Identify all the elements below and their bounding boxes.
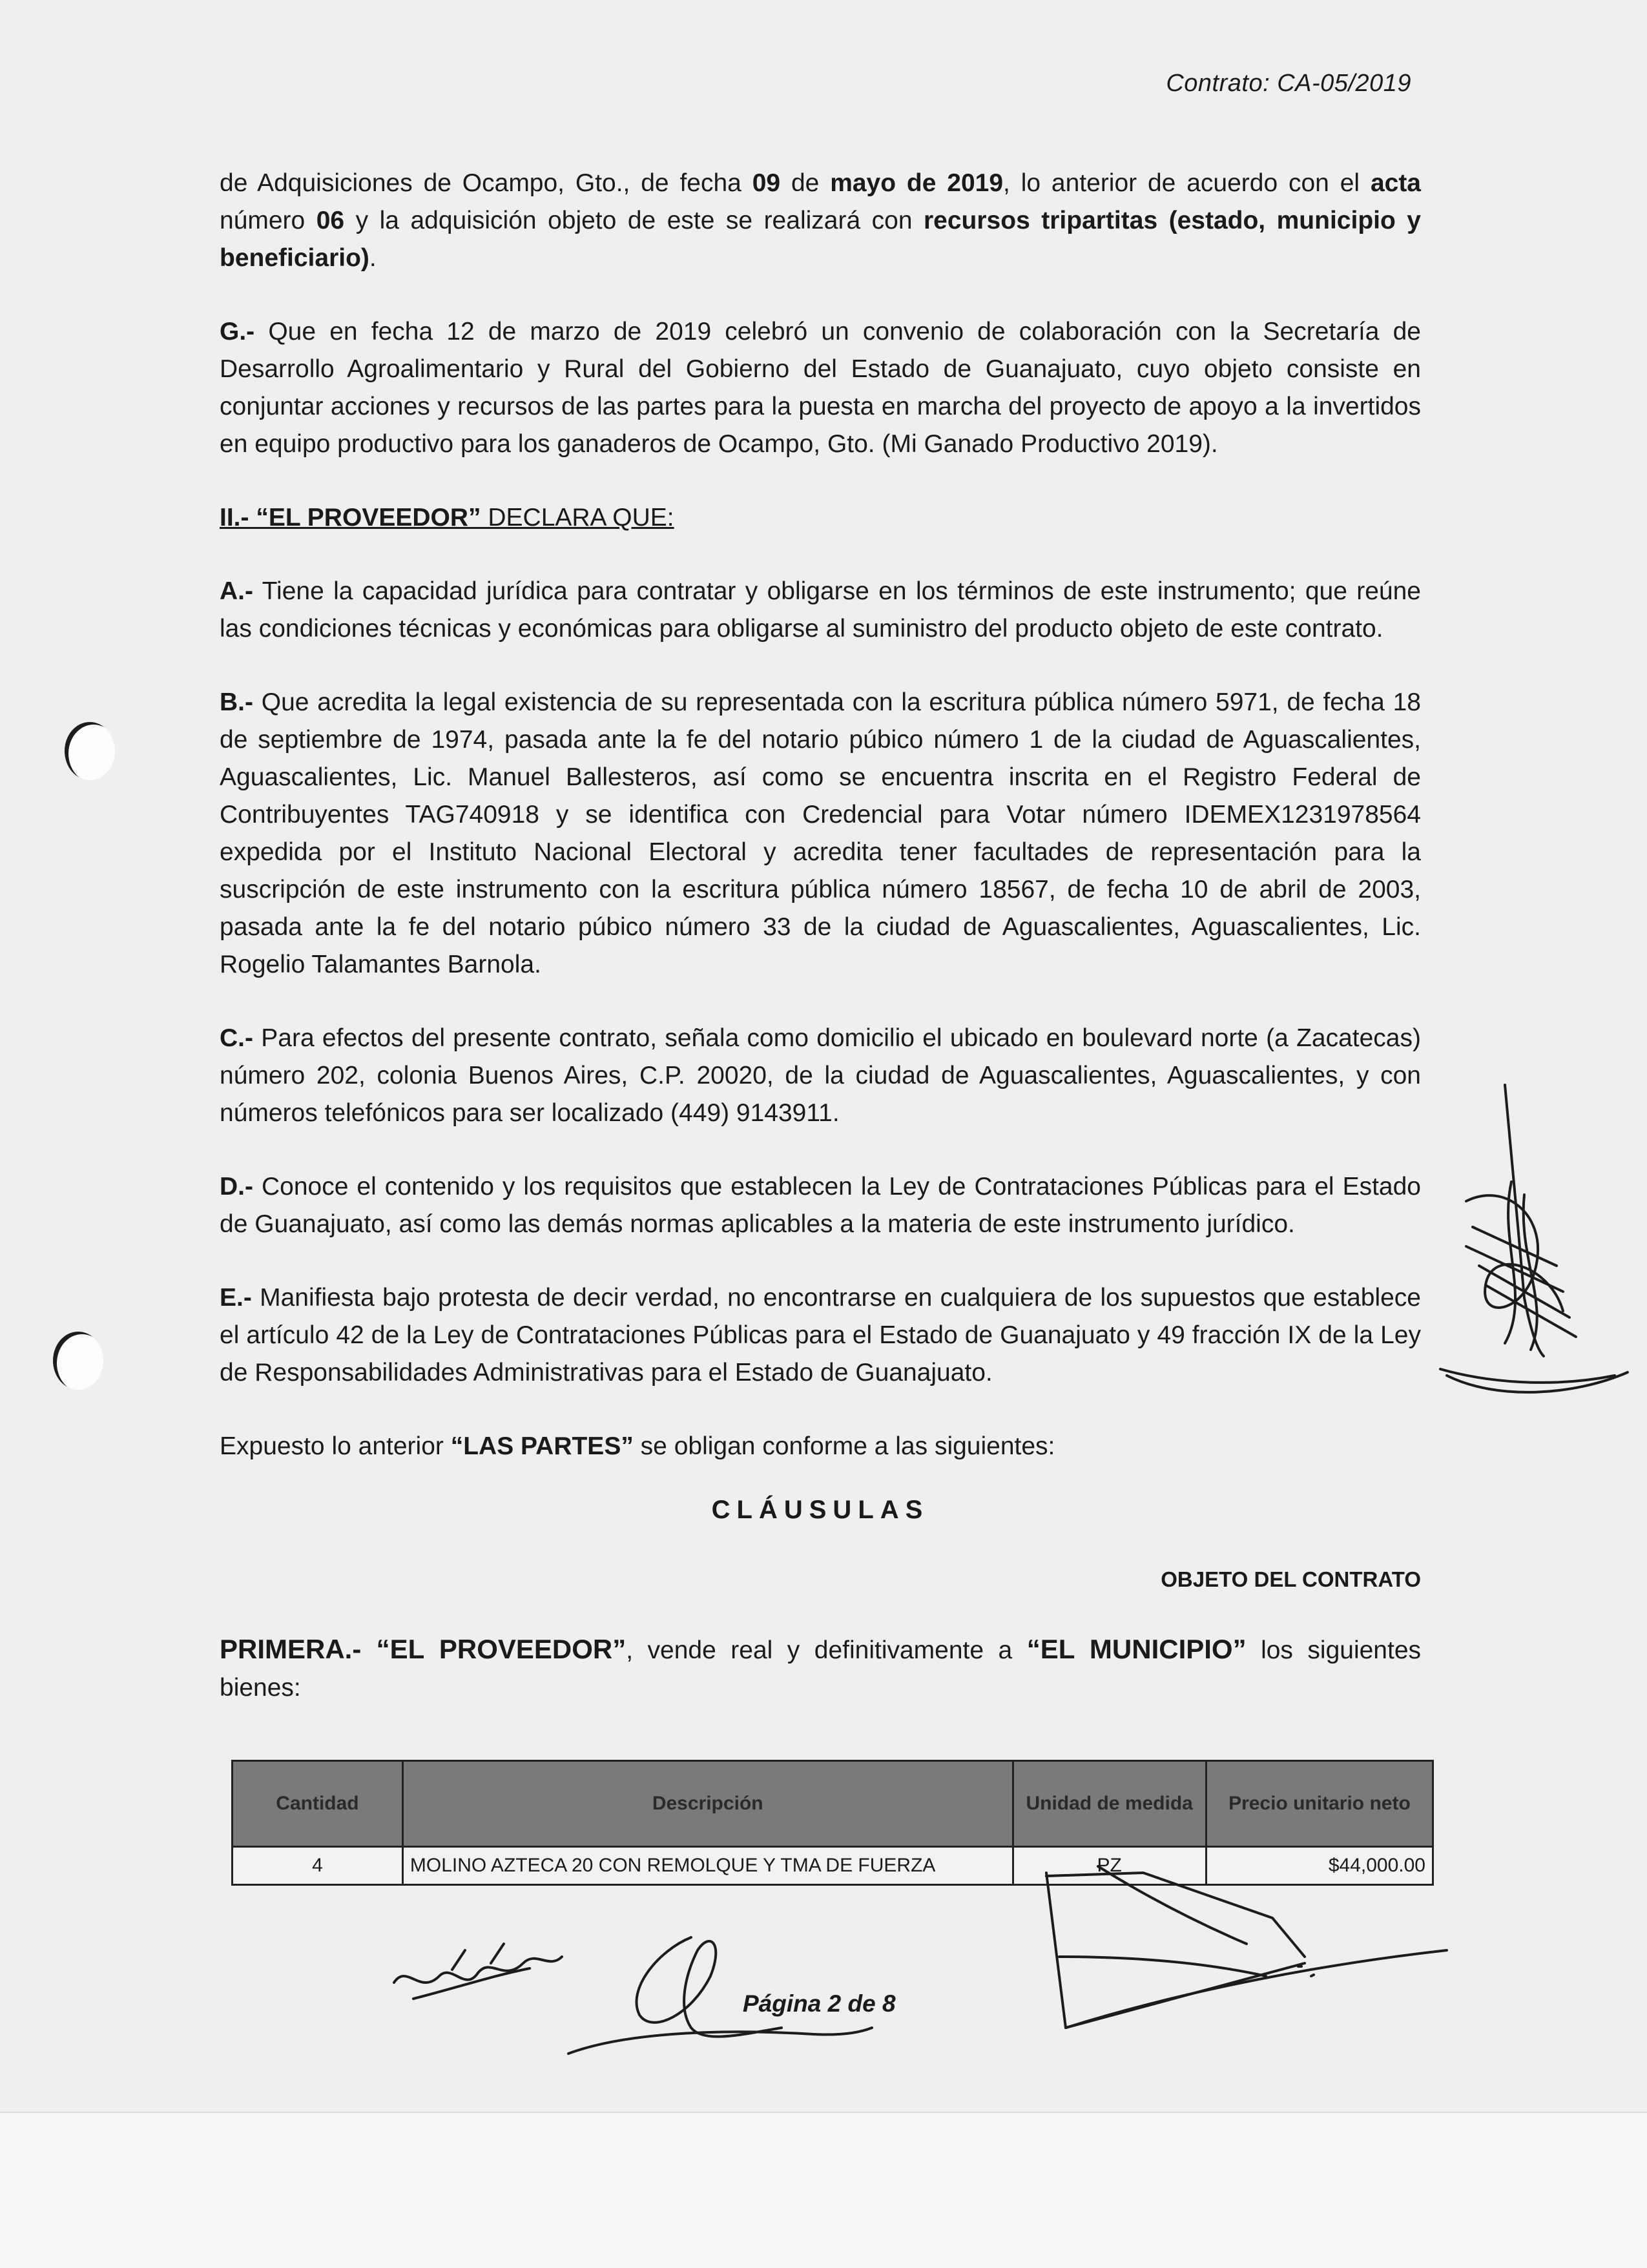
cell-descripcion: MOLINO AZTECA 20 CON REMOLQUE Y TMA DE FUERZA [402,1847,1013,1885]
header-descripcion: Descripción [402,1761,1013,1847]
clausulas-title: CLÁUSULAS [711,1496,929,1524]
page-number: Página 2 de 8 [743,1990,896,2017]
clause-g: G.- Que en fecha 12 de marzo de 2019 celebró un convenio de colaboración con la Secretaría de Desarrollo Agroalimentario y Rural del Gobierno del Estado de Guanajuato, cuyo objeto consiste en conjuntar acciones y recursos de las partes para la puesta en marcha del proyecto de apoyo a la invertidos en equipo productivo para los ganaderos de Ocampo, Gto. (Mi Ganado Productivo 2019). [220,318,1421,458]
contract-reference: Contrato: CA-05/2019 [1166,70,1411,97]
section-heading-proveedor: II.- “EL PROVEEDOR” DECLARA QUE: [220,504,674,531]
clause-c: C.- Para efectos del presente contrato, señala como domicilio el ubicado en boulevard norte (a Zacatecas) número 202, colonia Buenos Aires, C.P. 20020, de la ciudad de Aguascalientes, Aguascalientes, y con números telefónicos para ser localizado (449) 9143911. [220,1024,1421,1127]
loop-signature [568,1937,872,2054]
clause-a: A.- Tiene la capacidad jurídica para contratar y obligarse en los términos de este instrumento; que reúne las condiciones técnicas y económicas para obligarse al suministro del producto objeto de este contrato. [220,577,1421,643]
header-unidad: Unidad de medida [1013,1761,1206,1847]
clause-b: B.- Que acredita la legal existencia de su representada con la escritura pública número 5971, de fecha 18 de septiembre de 1974, pasada ante la fe del notario púbico número 1 de la ciudad de Aguascalientes, Aguascalientes, Lic. Manuel Ballesteros, así como se encuentra inscrita en el Registro Federal de Contribuyentes TAG740918 y se identifica con Credencial para Votar número IDEMEX1231978564 expedida por el Instituto Nacional Electoral y acredita tener facultades de representación para la suscripción de este instrumento con la escritura pública número 18567, de fecha 10 de abril de 2003, pasada ante la fe del notario púbico número 33 de la ciudad de Aguascalientes, Aguascalientes, Lic. Rogelio Talamantes Barnola. [220,688,1421,978]
margin-signature [1440,1085,1628,1392]
cell-cantidad: 4 [233,1847,403,1885]
clause-d: D.- Conoce el contenido y los requisitos que establecen la Ley de Contrataciones Públicas para el Estado de Guanajuato, así como las demás normas aplicables a la materia de este instrumento jurídico. [220,1173,1421,1238]
initials-signature [394,1944,562,1999]
cell-unidad: PZ [1013,1847,1206,1885]
cell-precio: $44,000.00 [1206,1847,1433,1885]
clause-e: E.- Manifiesta bajo protesta de decir verdad, no encontrarse en cualquiera de los supuestos que establece el artículo 42 de la Ley de Contrataciones Públicas para el Estado de Guanajuato y 49 fracción IX de la Ley de Responsabilidades Administrativas para el Estado de Guanajuato. [220,1284,1421,1387]
intro-paragraph: de Adquisiciones de Ocampo, Gto., de fecha 09 de mayo de 2019, lo anterior de acuerdo con el acta número 06 y la adquisición objeto de este se realizará con recursos tripartitas (estado, municipio y beneficiario). [220,169,1421,272]
expuesto-paragraph: Expuesto lo anterior “LAS PARTES” se obligan conforme a las siguientes: [220,1432,1055,1460]
scanner-background [0,2112,1647,2268]
header-cantidad: Cantidad [233,1761,403,1847]
table-signature [1046,1866,1447,2028]
header-precio: Precio unitario neto [1206,1761,1433,1847]
clause-primera: PRIMERA.- “EL PROVEEDOR”, vende real y definitivamente a “EL MUNICIPIO” los siguientes bienes: [220,1634,1422,1702]
objeto-heading: OBJETO DEL CONTRATO [1161,1567,1421,1591]
